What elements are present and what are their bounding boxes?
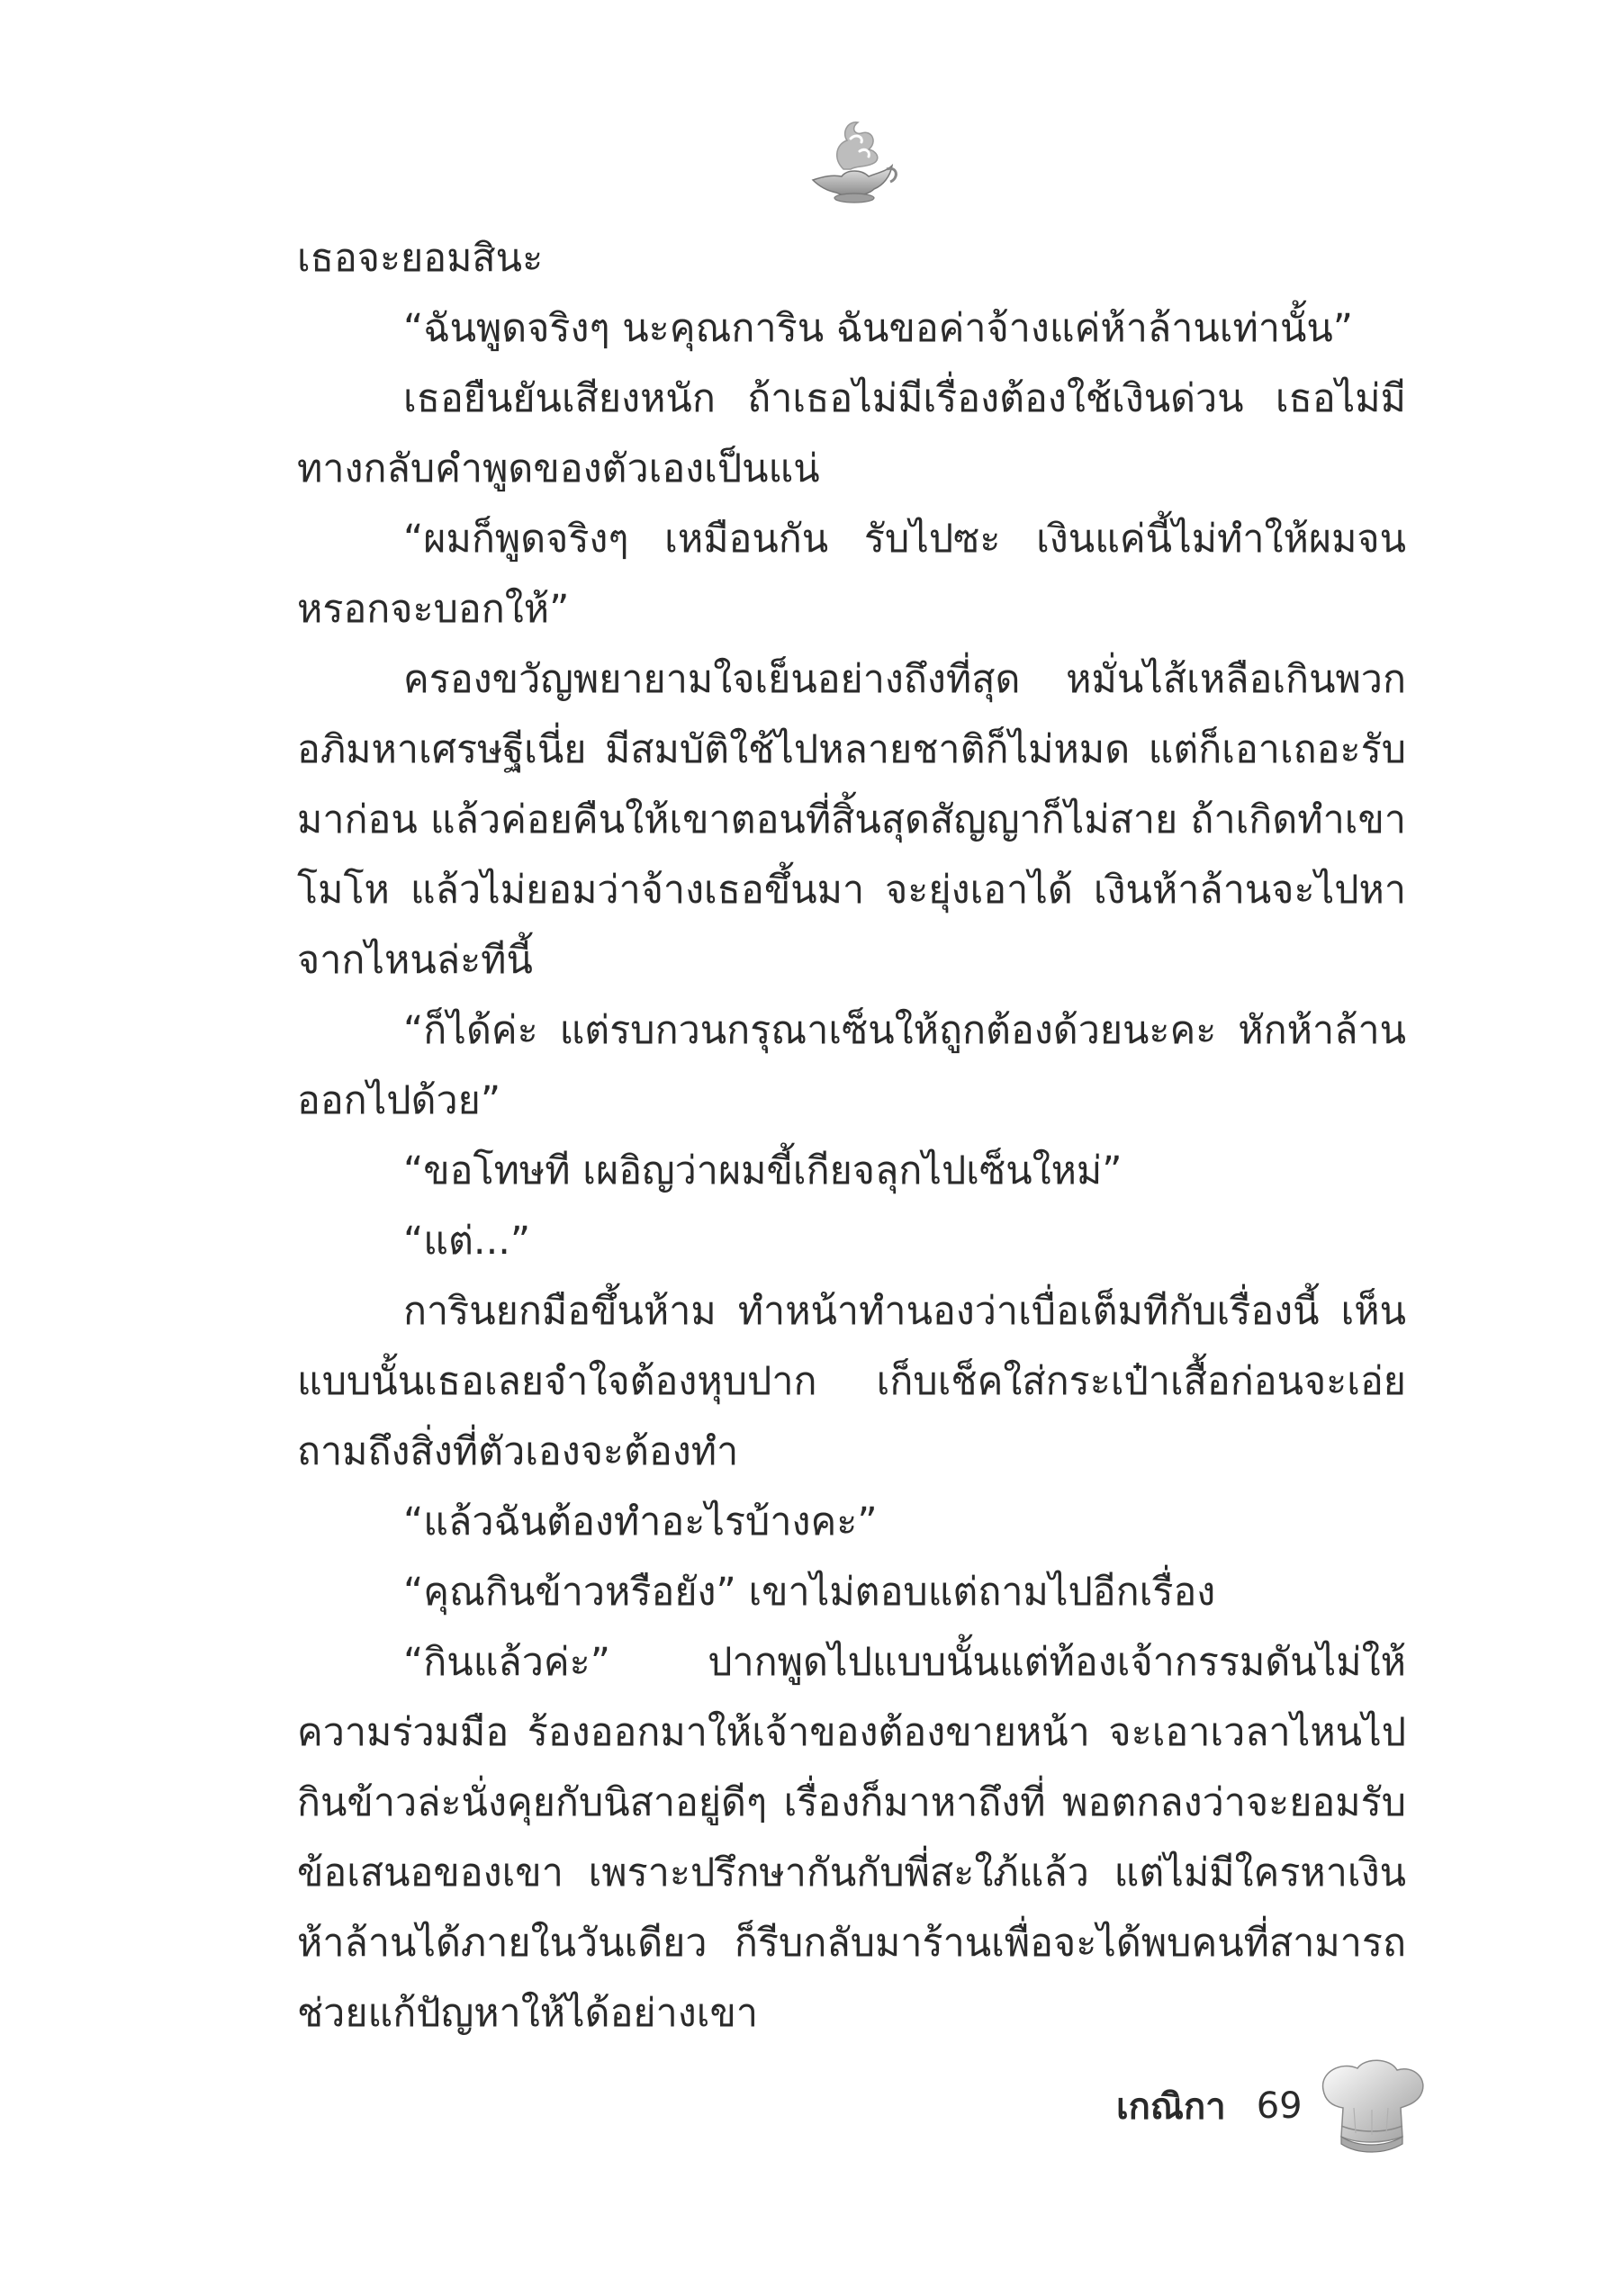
paragraph: การินยกมือขึ้นห้าม ทำหน้าทำนองว่าเบื่อเต็มทีกับเรื่องนี้ เห็นแบบนั้นเธอเลยจำใจต้องหุบปาก เก็บเช็คใส่กระเป๋าเสื้อก่อนจะเอ่ยถามถึงสิ่งที่ตัวเองจะต้องทำ: [297, 1289, 1406, 1474]
paragraph: ครองขวัญพยายามใจเย็นอย่างถึงที่สุด หมั่นไส้เหลือเกินพวกอภิมหาเศรษฐีเนี่ย มีสมบัติใช้ไปหลายชาติก็ไม่หมด แต่ก็เอาเถอะรับมาก่อน แล้วค่อยคืนให้เขาตอนที่สิ้นสุดสัญญาก็ไม่สาย ถ้าเกิดทำเขาโมโห แล้วไม่ยอมว่าจ้างเธอขึ้นมา จะยุ่งเอาได้ เงินห้าล้านจะไปหาจากไหนล่ะทีนี้: [297, 657, 1406, 983]
running-title: เกณิกา: [1116, 2086, 1226, 2128]
paragraph: “ก็ได้ค่ะ แต่รบกวนกรุณาเซ็นให้ถูกต้องด้วยนะคะ หักห้าล้านออกไปด้วย”: [297, 1008, 1406, 1123]
paragraph: “แต่...”: [403, 1219, 531, 1264]
paragraph: เธอจะยอมสินะ: [297, 236, 544, 281]
page-number: 69: [1256, 2085, 1303, 2127]
paragraph: “คุณกินข้าวหรือยัง” เขาไม่ตอบแต่ถามไปอีกเรื่อง: [403, 1570, 1216, 1615]
paragraph: “ฉันพูดจริงๆ นะคุณการิน ฉันขอค่าจ้างแค่ห้าล้านเท่านั้น”: [403, 306, 1354, 351]
paragraph: “ขอโทษที เผอิญว่าผมขี้เกียจลุกไปเซ็นใหม่”: [403, 1148, 1123, 1193]
paragraph: “ผมก็พูดจริงๆ เหมือนกัน รับไปซะ เงินแค่นี้ไม่ทำให้ผมจนหรอกจะบอกให้”: [297, 517, 1406, 632]
chef-hat-icon: [1314, 2054, 1431, 2162]
genie-lamp-icon: [797, 106, 905, 214]
paragraph: “แล้วฉันต้องทำอะไรบ้างคะ”: [403, 1499, 878, 1544]
page-footer: [1116, 2079, 1303, 2133]
body-text: [297, 223, 1406, 2048]
paragraph: เธอยืนยันเสียงหนัก ถ้าเธอไม่มีเรื่องต้องใช้เงินด่วน เธอไม่มีทางกลับคำพูดของตัวเองเป็นแน่: [297, 376, 1406, 491]
paragraph: “กินแล้วค่ะ” ปากพูดไปแบบนั้นแต่ท้องเจ้ากรรมดันไม่ให้ความร่วมมือ ร้องออกมาให้เจ้าของต้องขายหน้า จะเอาเวลาไหนไปกินข้าวล่ะนั่งคุยกับนิสาอยู่ดีๆ เรื่องก็มาหาถึงที่ พอตกลงว่าจะยอมรับข้อเสนอของเขา เพราะปรึกษากันกับพี่สะใภ้แล้ว แต่ไม่มีใครหาเงินห้าล้านได้ภายในวันเดียว ก็รีบกลับมาร้านเพื่อจะได้พบคนที่สามารถช่วยแก้ปัญหาให้ได้อย่างเขา: [297, 1640, 1406, 2036]
